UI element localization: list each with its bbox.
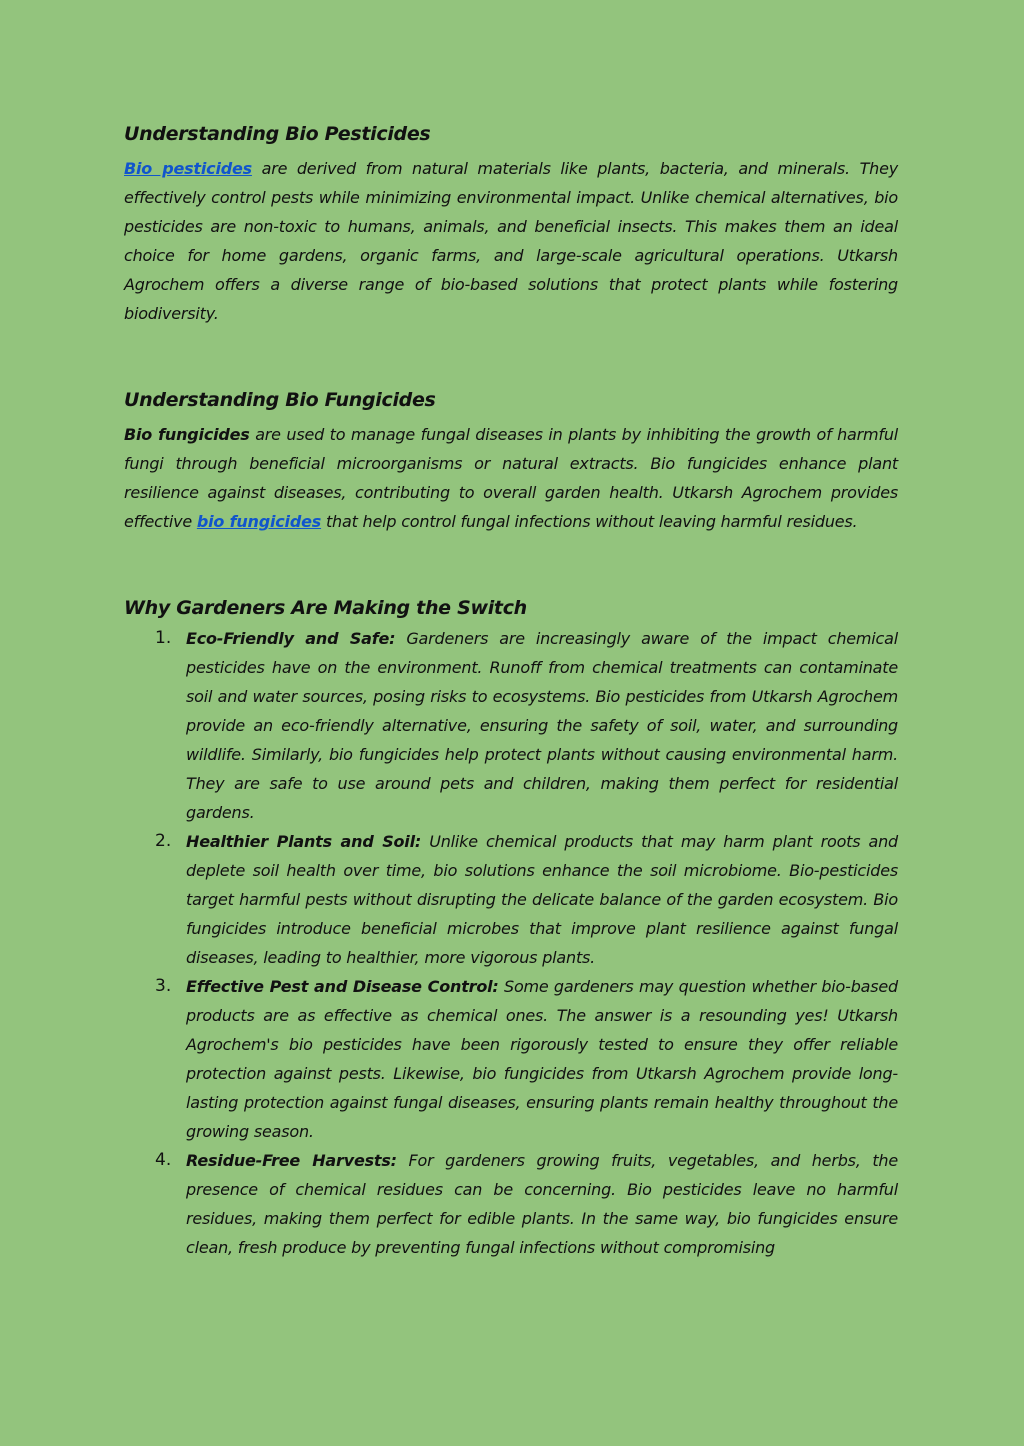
document-page <box>124 120 898 1262</box>
list-item-body: Unlike chemical products that may harm plant roots and deplete soil health over time, bio solutions enhance the soil microbiome. Bio-pesticides target harmful pests without disrupting the delicate balance of the garden ecosystem. Bio fungicides introduce beneficial microbes that improve plant resilience against fungal diseases, leading to healthier, more vigorous plants. <box>186 832 898 967</box>
bio-pesticides-link[interactable]: Bio pesticides <box>124 159 252 178</box>
bio-fungicides-link[interactable]: bio fungicides <box>196 512 322 531</box>
list-item-title: Healthier Plants and Soil: <box>186 832 422 851</box>
list-item <box>124 1146 898 1262</box>
section-bio-fungicides <box>124 386 898 536</box>
paragraph-text-a: are used to manage fungal diseases in plants by inhibiting the growth of harmful fungi through beneficial microorganisms or natural extracts. Bio fungicides enhance plant resilience against diseases, contributing to overall garden health. Utkarsh Agrochem provides effective <box>124 425 899 531</box>
bold-lead: Bio fungicides <box>124 425 250 444</box>
list-item <box>124 624 898 827</box>
list-number: 4. <box>155 1150 172 1170</box>
section-why-switch <box>124 594 898 1262</box>
list-item-text <box>186 972 898 1146</box>
section-bio-pesticides <box>124 120 898 328</box>
list-number: 2. <box>155 831 172 851</box>
paragraph-text: are derived from natural materials like plants, bacteria, and minerals. They effectively control pests while minimizing environmental impact. Unlike chemical alternatives, bio pesticides are non-toxic to humans, animals, and beneficial insects. This makes them an ideal choice for home gardens, organic farms, and large-scale agricultural operations. Utkarsh Agrochem offers a diverse range of bio-based solutions that protect plants while fostering biodiversity. <box>124 159 898 323</box>
list-item <box>124 972 898 1146</box>
paragraph-bio-pesticides <box>124 154 898 328</box>
list-item <box>124 827 898 972</box>
paragraph-text-b: that help control fungal infections without leaving harmful residues. <box>321 512 858 531</box>
heading-why-switch: Why Gardeners Are Making the Switch <box>124 597 527 619</box>
list-item-text <box>186 624 898 827</box>
heading-bio-pesticides: Understanding Bio Pesticides <box>124 123 431 145</box>
paragraph-bio-fungicides <box>124 420 898 536</box>
reasons-list <box>124 624 898 1262</box>
list-number: 1. <box>155 628 172 648</box>
heading-bio-fungicides: Understanding Bio Fungicides <box>124 389 436 411</box>
list-item-text <box>186 827 898 972</box>
list-number: 3. <box>155 976 172 996</box>
list-item-title: Effective Pest and Disease Control: <box>186 977 499 996</box>
list-item-text <box>186 1146 898 1262</box>
list-item-body: Gardeners are increasingly aware of the impact chemical pesticides have on the environment. Runoff from chemical treatments can contaminate soil and water sources, posing risks to ecosystems. Bio pesticides from Utkarsh Agrochem provide an eco-friendly alternative, ensuring the safety of soil, water, and surrounding wildlife. Similarly, bio fungicides help protect plants without causing environmental harm. They are safe to use around pets and children, making them perfect for residential gardens. <box>186 629 898 822</box>
list-item-title: Eco-Friendly and Safe: <box>186 629 396 648</box>
list-item-body: Some gardeners may question whether bio-based products are as effective as chemical ones. The answer is a resounding yes! Utkarsh Agrochem's bio pesticides have been rigorously tested to ensure they offer reliable protection against pests. Likewise, bio fungicides from Utkarsh Agrochem provide long-lasting protection against fungal diseases, ensuring plants remain healthy throughout the growing season. <box>186 977 898 1141</box>
list-item-title: Residue-Free Harvests: <box>186 1151 397 1170</box>
list-item-body: For gardeners growing fruits, vegetables, and herbs, the presence of chemical residues can be concerning. Bio pesticides leave no harmful residues, making them perfect for edible plants. In the same way, bio fungicides ensure clean, fresh produce by preventing fungal infections without compromising <box>186 1151 898 1257</box>
